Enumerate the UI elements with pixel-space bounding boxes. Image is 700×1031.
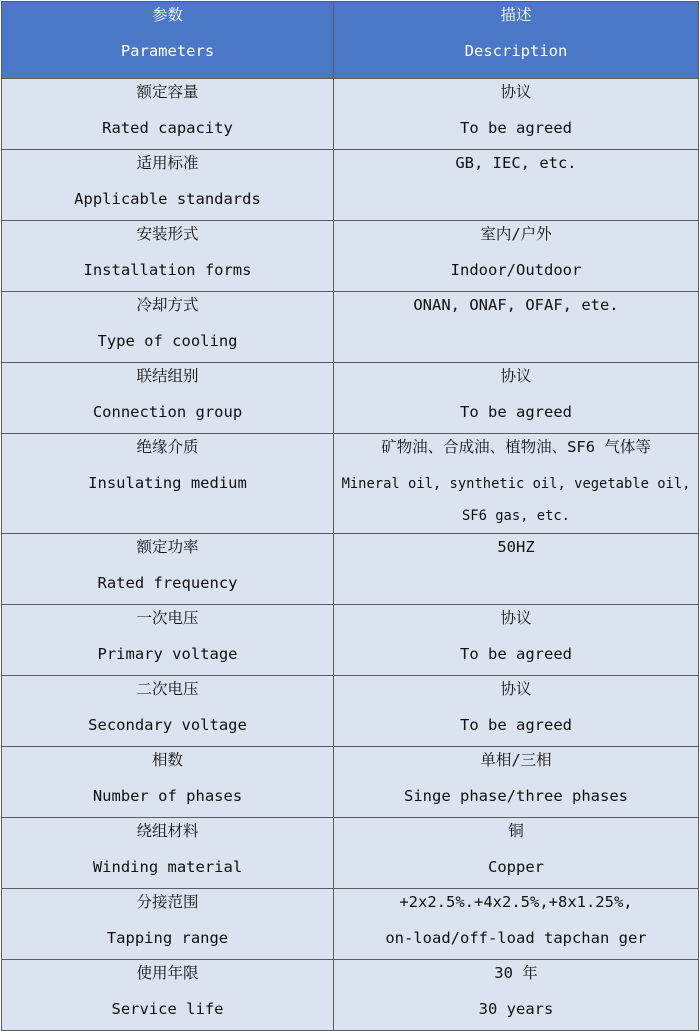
spec-table	[1, 1, 699, 1031]
desc-line: To be agreed	[460, 645, 572, 663]
desc-line: +2x2.5%.+4x2.5%,+8x1.25%,	[399, 893, 633, 911]
param-zh: 绕组材料	[136, 822, 199, 840]
table-row	[2, 79, 699, 150]
param-zh: 额定功率	[136, 538, 199, 556]
header-parameters	[2, 2, 334, 79]
param-zh: 相数	[151, 751, 183, 769]
desc-cell	[334, 818, 699, 889]
desc-line: 协议	[500, 367, 532, 385]
param-zh: 适用标准	[136, 154, 199, 172]
param-zh: 使用年限	[136, 964, 199, 982]
desc-line: Copper	[488, 858, 544, 876]
desc-line: To be agreed	[460, 716, 572, 734]
param-en: Service life	[111, 1000, 224, 1018]
param-en: Primary voltage	[97, 645, 238, 663]
table-header-row	[2, 2, 699, 79]
table-row	[2, 150, 699, 221]
header-param-en: Parameters	[120, 42, 215, 60]
desc-line: 协议	[500, 680, 532, 698]
desc-line: on-load/off-load tapchan ger	[385, 929, 647, 947]
desc-line: 单相/三相	[480, 751, 552, 769]
param-en: Rated capacity	[102, 119, 233, 137]
desc-line: 30 年	[494, 964, 538, 982]
param-cell	[2, 889, 334, 960]
table-row	[2, 534, 699, 605]
desc-line: SF6 gas, etc.	[462, 508, 570, 524]
param-en: Tapping range	[106, 929, 229, 947]
desc-line: Indoor/Outdoor	[450, 261, 582, 279]
param-cell	[2, 676, 334, 747]
param-cell	[2, 960, 334, 1031]
param-zh: 额定容量	[136, 83, 199, 101]
desc-line: 协议	[500, 609, 532, 627]
param-en: Type of cooling	[97, 332, 238, 350]
param-cell	[2, 79, 334, 150]
desc-line: 30 years	[478, 1000, 554, 1018]
param-en: Applicable standards	[74, 190, 261, 208]
desc-cell	[334, 534, 699, 605]
desc-cell	[334, 363, 699, 434]
param-zh: 分接范围	[136, 893, 199, 911]
param-cell	[2, 434, 334, 534]
param-cell	[2, 605, 334, 676]
desc-line: Singe phase/three phases	[404, 787, 628, 805]
param-zh: 安装形式	[136, 225, 199, 243]
desc-cell	[334, 960, 699, 1031]
param-zh: 一次电压	[136, 609, 199, 627]
header-desc-en: Description	[464, 42, 568, 60]
desc-line: ONAN, ONAF, OFAF, ete.	[413, 296, 619, 314]
param-en: Connection group	[92, 403, 243, 421]
table-row	[2, 605, 699, 676]
desc-cell	[334, 221, 699, 292]
desc-line: GB, IEC, etc.	[455, 154, 577, 172]
param-cell	[2, 292, 334, 363]
param-en: Insulating medium	[88, 474, 247, 492]
header-param-zh: 参数	[151, 6, 183, 24]
param-en: Secondary voltage	[88, 716, 247, 734]
param-en: Winding material	[92, 858, 243, 876]
table-row	[2, 747, 699, 818]
param-en: Installation forms	[83, 261, 252, 279]
desc-cell	[334, 79, 699, 150]
param-cell	[2, 534, 334, 605]
param-cell	[2, 150, 334, 221]
param-zh: 冷却方式	[136, 296, 199, 314]
table-row	[2, 221, 699, 292]
table-row	[2, 434, 699, 534]
desc-cell	[334, 434, 699, 534]
param-cell	[2, 221, 334, 292]
header-description	[334, 2, 699, 79]
desc-line: To be agreed	[460, 119, 572, 137]
desc-cell	[334, 605, 699, 676]
table-row	[2, 363, 699, 434]
desc-line: Mineral oil, synthetic oil, vegetable oil,	[341, 476, 691, 492]
desc-line: 协议	[500, 83, 532, 101]
desc-line: 矿物油、合成油、植物油、SF6 气体等	[381, 438, 651, 456]
desc-cell	[334, 889, 699, 960]
param-zh: 联结组别	[136, 367, 199, 385]
table-row	[2, 676, 699, 747]
desc-line: 室内/户外	[480, 225, 552, 243]
param-cell	[2, 747, 334, 818]
desc-line: 50HZ	[497, 538, 535, 556]
desc-cell	[334, 150, 699, 221]
param-en: Number of phases	[92, 787, 243, 805]
desc-cell	[334, 676, 699, 747]
param-en: Rated frequency	[97, 574, 238, 592]
header-desc-zh: 描述	[500, 6, 532, 24]
param-cell	[2, 818, 334, 889]
desc-line: To be agreed	[460, 403, 572, 421]
table-row	[2, 960, 699, 1031]
param-zh: 绝缘介质	[136, 438, 199, 456]
table-row	[2, 818, 699, 889]
desc-cell	[334, 292, 699, 363]
table-row	[2, 292, 699, 363]
desc-line: 铜	[508, 822, 524, 840]
param-zh: 二次电压	[136, 680, 199, 698]
param-cell	[2, 363, 334, 434]
table-row	[2, 889, 699, 960]
desc-cell	[334, 747, 699, 818]
